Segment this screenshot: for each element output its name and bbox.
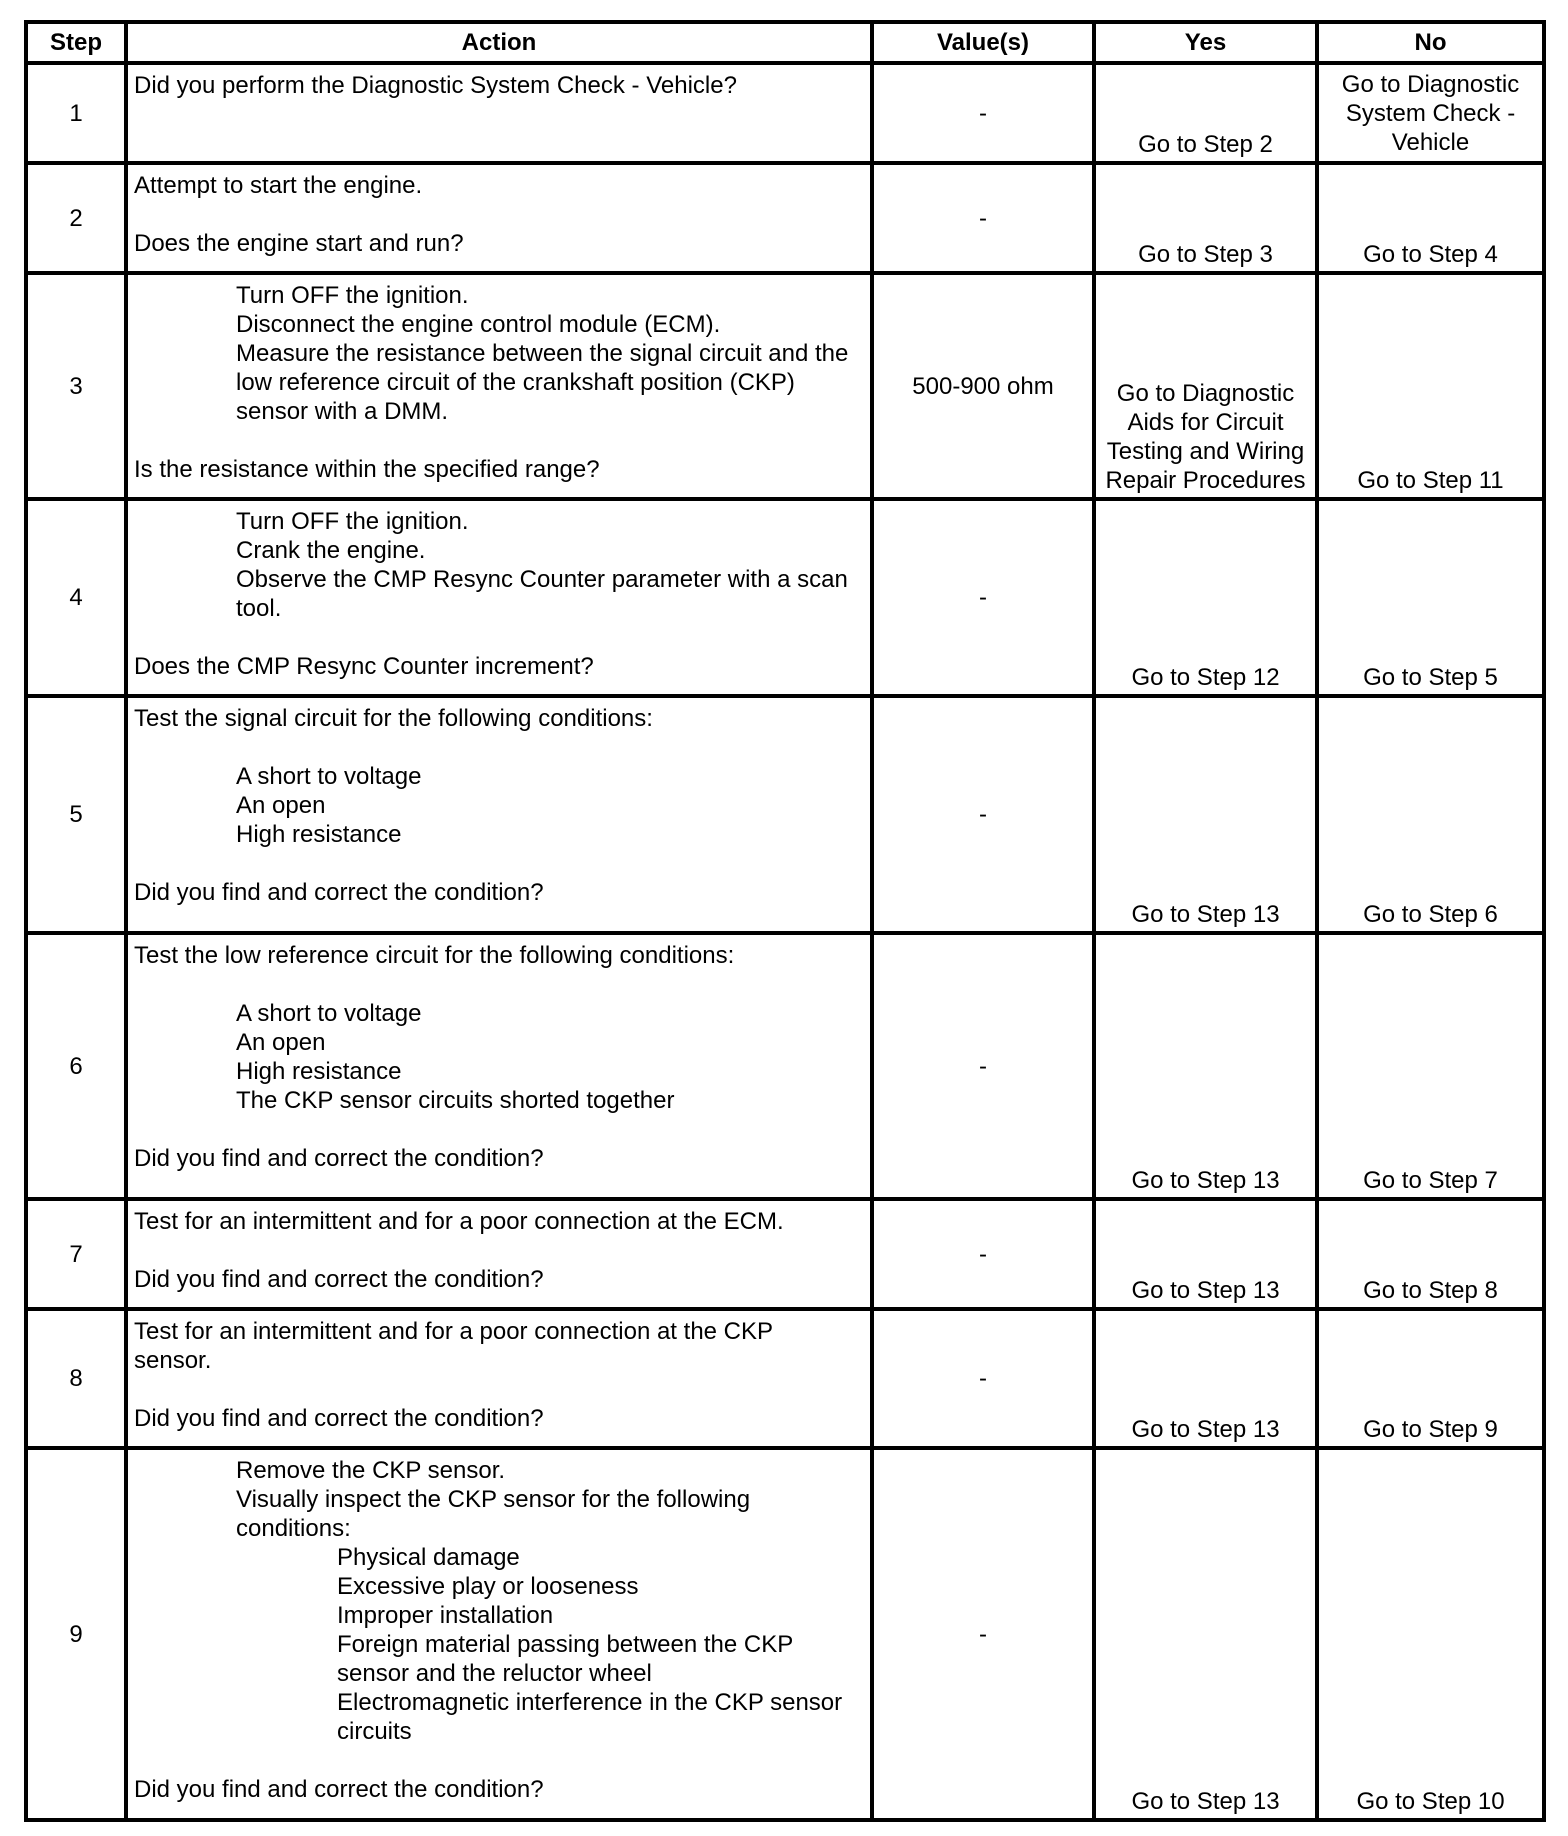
no-cell: Go to Step 11 [1317, 273, 1544, 499]
step-number: 8 [26, 1309, 126, 1448]
spacer [134, 1115, 866, 1144]
action-question: Did you perform the Diagnostic System Check - Vehicle? [134, 72, 737, 99]
action-question: Did you find and correct the condition? [134, 1776, 544, 1803]
yes-cell: Go to Diagnostic Aids for Circuit Testing and Wiring Repair Procedures [1094, 273, 1317, 499]
value-cell: - [872, 696, 1094, 933]
condition-item: Excessive play or looseness [337, 1573, 639, 1600]
header-step: Step [26, 22, 126, 63]
condition-item: Electromagnetic interference in the CKP sensor circuits [337, 1689, 849, 1745]
diagnostic-table-sheet [24, 20, 1542, 1822]
action-line: Observe the CMP Resync Counter parameter with a scan tool. [236, 566, 855, 622]
value-cell: 500-900 ohm [872, 273, 1094, 499]
value-cell: - [872, 163, 1094, 273]
yes-cell: Go to Step 13 [1094, 1199, 1317, 1309]
step-number: 5 [26, 696, 126, 933]
condition-item: A short to voltage [236, 763, 422, 790]
table-row [26, 1309, 1544, 1448]
action-cell [126, 696, 872, 933]
condition-item: Foreign material passing between the CKP sensor and the reluctor wheel [337, 1631, 800, 1687]
action-line: Attempt to start the engine. [134, 172, 423, 199]
spacer [134, 970, 866, 999]
action-cell [126, 1309, 872, 1448]
action-line: Disconnect the engine control module (ECM). [236, 311, 721, 338]
header-yes: Yes [1094, 22, 1317, 63]
action-question: Is the resistance within the specified range? [134, 456, 600, 483]
value-cell: - [872, 933, 1094, 1199]
spacer [134, 849, 866, 878]
action-intro: Test the low reference circuit for the following conditions: [134, 942, 735, 969]
header-no: No [1317, 22, 1544, 63]
action-line: Visually inspect the CKP sensor for the following conditions: [236, 1486, 757, 1542]
table-row [26, 163, 1544, 273]
step-number: 6 [26, 933, 126, 1199]
condition-item: An open [236, 792, 326, 819]
value-cell: - [872, 1309, 1094, 1448]
header-action: Action [126, 22, 872, 63]
table-row [26, 1448, 1544, 1820]
action-line: Measure the resistance between the signal circuit and the low reference circuit of the crankshaft position (CKP) sensor with a DMM. [236, 340, 856, 425]
yes-cell: Go to Step 12 [1094, 499, 1317, 696]
action-cell [126, 499, 872, 696]
action-question: Does the CMP Resync Counter increment? [134, 653, 594, 680]
condition-item: The CKP sensor circuits shorted together [236, 1087, 675, 1114]
action-cell [126, 163, 872, 273]
action-line: Crank the engine. [236, 537, 426, 564]
yes-cell: Go to Step 13 [1094, 1448, 1317, 1820]
table-row [26, 1199, 1544, 1309]
action-question: Did you find and correct the condition? [134, 1266, 544, 1293]
yes-cell: Go to Step 3 [1094, 163, 1317, 273]
spacer [134, 1375, 866, 1404]
condition-item: An open [236, 1029, 326, 1056]
action-intro: Test the signal circuit for the following conditions: [134, 705, 653, 732]
action-cell [126, 933, 872, 1199]
no-cell: Go to Step 7 [1317, 933, 1544, 1199]
action-line: Turn OFF the ignition. [236, 282, 469, 309]
table-row [26, 273, 1544, 499]
condition-item: Physical damage [337, 1544, 520, 1571]
value-cell: - [872, 1199, 1094, 1309]
table-row [26, 63, 1544, 163]
action-question: Did you find and correct the condition? [134, 879, 544, 906]
spacer [134, 426, 866, 455]
spacer [134, 623, 866, 652]
no-cell: Go to Step 6 [1317, 696, 1544, 933]
no-cell: Go to Step 8 [1317, 1199, 1544, 1309]
action-line: Remove the CKP sensor. [236, 1457, 506, 1484]
diagnostic-table [24, 20, 1546, 1822]
condition-item: High resistance [236, 1058, 402, 1085]
table-row [26, 696, 1544, 933]
step-number: 3 [26, 273, 126, 499]
no-cell: Go to Step 9 [1317, 1309, 1544, 1448]
action-line: Turn OFF the ignition. [236, 508, 469, 535]
action-cell [126, 273, 872, 499]
value-cell: - [872, 1448, 1094, 1820]
yes-cell: Go to Step 13 [1094, 933, 1317, 1199]
table-row [26, 499, 1544, 696]
value-cell: - [872, 499, 1094, 696]
step-number: 4 [26, 499, 126, 696]
no-cell: Go to Step 5 [1317, 499, 1544, 696]
spacer [134, 733, 866, 762]
yes-cell: Go to Step 13 [1094, 696, 1317, 933]
step-number: 9 [26, 1448, 126, 1820]
step-number: 7 [26, 1199, 126, 1309]
yes-cell: Go to Step 2 [1094, 63, 1317, 163]
no-cell: Go to Step 10 [1317, 1448, 1544, 1820]
value-cell: - [872, 63, 1094, 163]
action-cell [126, 1199, 872, 1309]
condition-item: A short to voltage [236, 1000, 422, 1027]
action-cell [126, 1448, 872, 1820]
action-intro: Test for an intermittent and for a poor connection at the CKP sensor. [134, 1318, 780, 1374]
yes-cell: Go to Step 13 [1094, 1309, 1317, 1448]
no-cell: Go to Diagnostic System Check - Vehicle [1317, 63, 1544, 163]
action-question: Did you find and correct the condition? [134, 1405, 544, 1432]
step-number: 1 [26, 63, 126, 163]
action-question: Does the engine start and run? [134, 230, 464, 257]
action-cell [126, 63, 872, 163]
header-row [26, 22, 1544, 63]
action-intro: Test for an intermittent and for a poor connection at the ECM. [134, 1208, 784, 1235]
spacer [134, 1236, 866, 1265]
spacer [134, 1746, 866, 1775]
condition-item: High resistance [236, 821, 402, 848]
header-values: Value(s) [872, 22, 1094, 63]
action-question: Did you find and correct the condition? [134, 1145, 544, 1172]
step-number: 2 [26, 163, 126, 273]
spacer [134, 200, 866, 229]
table-row [26, 933, 1544, 1199]
condition-item: Improper installation [337, 1602, 554, 1629]
no-cell: Go to Step 4 [1317, 163, 1544, 273]
